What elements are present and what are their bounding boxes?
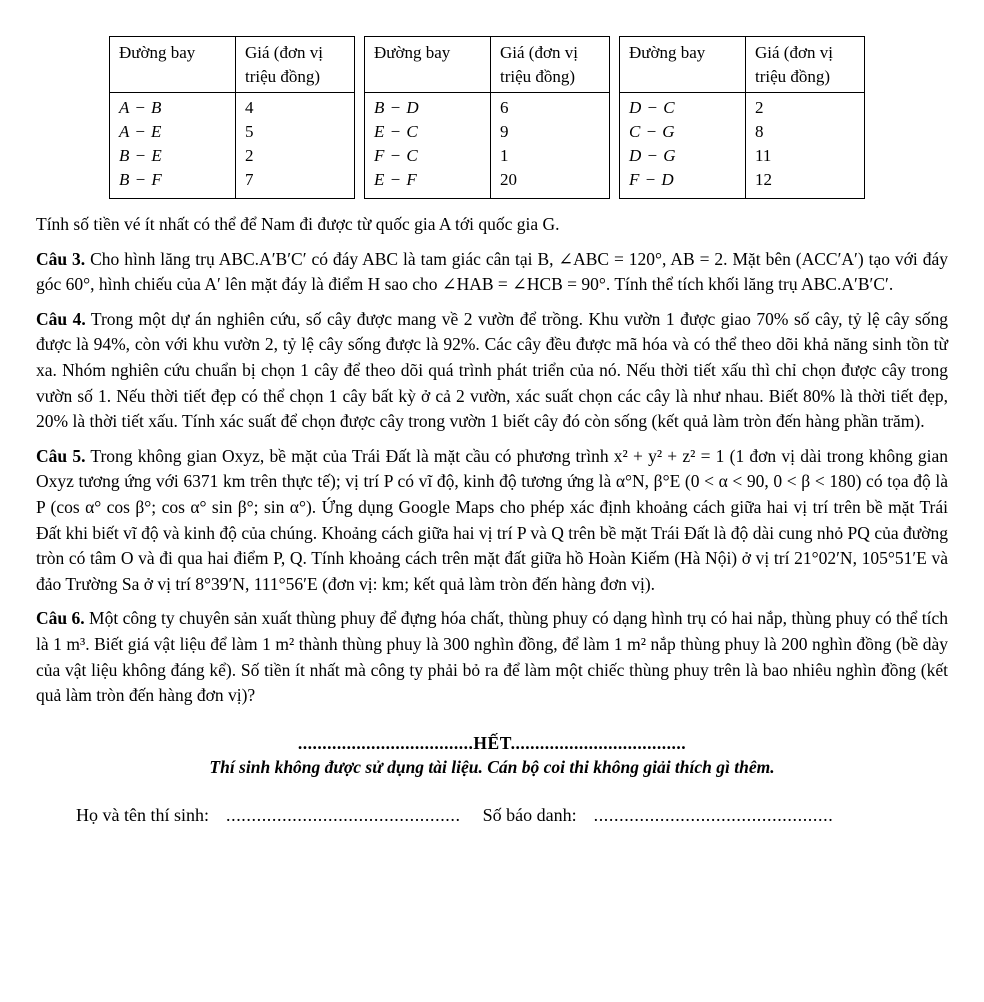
end-dots-left: .................................... — [297, 732, 474, 753]
question-5 — [36, 444, 948, 598]
question-6-body: Một công ty chuyên sản xuất thùng phuy để đựng hóa chất, thùng phuy có dạng hình trụ có hai nắp, thùng phuy có thể tích là 1 m³. Biết giá vật liệu để làm 1 m² thành thùng phuy là 300 nghìn đồng, để làm 1 m² nắp thùng phuy là 200 nghìn đồng (bề dày của vật liệu không đáng kể). Số tiền ít nhất mà công ty phải bỏ ra để làm một chiếc thùng phuy trên là bao nhiêu nghìn đồng (kết quả làm tròn đến hàng đơn vị)? — [36, 608, 949, 706]
route-cell: E − F — [374, 170, 418, 189]
route-cell: F − C — [374, 146, 419, 165]
table-row — [620, 93, 865, 121]
route-column-header: Đường bay — [620, 37, 746, 93]
question-5-label: Câu 5. — [36, 445, 86, 466]
route-cell: A − B — [119, 98, 162, 117]
price-cell: 20 — [491, 168, 610, 199]
price-cell: 1 — [491, 144, 610, 168]
route-cell: B − E — [119, 146, 163, 165]
table-row — [620, 168, 865, 199]
table-row — [620, 120, 865, 144]
route-cell: D − C — [629, 98, 676, 117]
intro-text: Tính số tiền vé ít nhất có thể để Nam đi được từ quốc gia A tới quốc gia G. — [36, 214, 560, 234]
table-row — [365, 168, 610, 199]
end-label: HẾT — [473, 732, 511, 753]
question-4 — [36, 307, 948, 435]
price-cell: 4 — [236, 93, 355, 121]
price-cell: 12 — [746, 168, 865, 199]
price-table-2 — [364, 36, 610, 199]
table-header-row — [110, 37, 355, 93]
price-column-header: Giá (đơn vị triệu đồng) — [236, 37, 355, 93]
question-6-label: Câu 6. — [36, 608, 85, 629]
route-cell: A − E — [119, 122, 162, 141]
table-header-row — [620, 37, 865, 93]
price-cell: 2 — [236, 144, 355, 168]
price-table-1 — [109, 36, 355, 199]
price-cell: 9 — [491, 120, 610, 144]
table-row — [365, 144, 610, 168]
table-row — [110, 120, 355, 144]
route-cell: F − D — [629, 170, 675, 189]
end-dots-right: .................................... — [510, 732, 687, 753]
intro-line — [36, 212, 948, 238]
table-header-row — [365, 37, 610, 93]
route-cell: C − G — [629, 122, 676, 141]
route-cell: B − F — [119, 170, 163, 189]
route-column-header: Đường bay — [365, 37, 491, 93]
route-cell: B − D — [374, 98, 420, 117]
price-column-header: Giá (đơn vị triệu đồng) — [746, 37, 865, 93]
candidate-name-label: Họ và tên thí sinh: — [76, 804, 209, 825]
question-6 — [36, 606, 948, 708]
flight-price-tables — [109, 36, 948, 199]
table-row — [365, 93, 610, 121]
price-cell: 2 — [746, 93, 865, 121]
candidate-number-label: Số báo danh: — [482, 804, 577, 825]
route-cell: D − G — [629, 146, 677, 165]
question-4-label: Câu 4. — [36, 308, 86, 329]
exam-rules-note: Thí sinh không được sử dụng tài liệu. Cán bộ coi thi không giải thích gì thêm. — [209, 756, 775, 777]
table-row — [110, 144, 355, 168]
price-cell: 7 — [236, 168, 355, 199]
question-3-label: Câu 3. — [36, 248, 86, 269]
price-cell: 8 — [746, 120, 865, 144]
candidate-number-field: ............................................... — [593, 804, 834, 825]
route-column-header: Đường bay — [110, 37, 236, 93]
price-cell: 6 — [491, 93, 610, 121]
price-cell: 11 — [746, 144, 865, 168]
question-3 — [36, 247, 948, 298]
price-column-header: Giá (đơn vị triệu đồng) — [491, 37, 610, 93]
question-3-body: Cho hình lăng trụ ABC.A′B′C′ có đáy ABC là tam giác cân tại B, ∠ABC = 120°, AB = 2. Mặt bên (ACC′A′) tạo với đáy góc 60°, hình chiếu của A′ lên mặt đáy là điểm H sao cho ∠HAB = ∠HCB = 90°. Tính thể tích khối lăng trụ ABC.A′B′C′. — [36, 248, 948, 295]
table-row — [365, 120, 610, 144]
candidate-name-field: .............................................. — [226, 804, 461, 825]
question-4-body: Trong một dự án nghiên cứu, số cây được mang về 2 vườn để trồng. Khu vườn 1 được giao 70% số cây, tỷ lệ cây sống được là 94%, còn với khu vườn 2, tỷ lệ cây sống được là 92%. Các cây đều được mã hóa và có thể theo dõi khả năng sinh tồn từ xa. Nhóm nghiên cứu chuẩn bị chọn 1 cây để theo dõi quá trình phát triển của nó. Nếu thời tiết xấu thì chỉ chọn được cây trong vườn số 1. Nếu thời tiết đẹp có thể chọn 1 cây bất kỳ ở cả 2 vườn, xác suất chọn các cây là như nhau. Biết 80% là thời tiết đẹp, 20% là thời tiết xấu. Tính xác suất để chọn được cây trong vườn 1 biết cây đó còn sống (kết quả làm tròn đến hàng phần trăm). — [36, 308, 949, 432]
end-marker-line — [36, 733, 948, 754]
route-cell: E − C — [374, 122, 419, 141]
table-row — [110, 93, 355, 121]
candidate-info-row — [36, 805, 948, 826]
price-cell: 5 — [236, 120, 355, 144]
table-row — [620, 144, 865, 168]
price-table-3 — [619, 36, 865, 199]
table-row — [110, 168, 355, 199]
question-5-body: Trong không gian Oxyz, bề mặt của Trái Đất là mặt cầu có phương trình x² + y² + z² = 1 (1 đơn vị dài trong không gian Oxyz tương ứng với 6371 km trên thực tế); vị trí P có vĩ độ, kinh độ tương ứng là α°N, β°E (0 < α < 90, 0 < β < 180) có tọa độ là P (cos α° cos β°; cos α° sin β°; sin α°). Ứng dụng Google Maps cho phép xác định khoảng cách giữa hai vị trí trên bề mặt Trái Đất khi biết vĩ độ và kinh độ của chúng. Khoảng cách giữa hai vị trí P và Q trên bề mặt Trái Đất là độ dài cung nhỏ PQ của đường tròn có tâm O và đi qua hai điểm P, Q. Tính khoảng cách trên mặt đất giữa hồ Hoàn Kiếm (Hà Nội) ở vị trí 21°02′N, 105°51′E và đảo Trường Sa ở vị trí 8°39′N, 111°56′E (đơn vị: km; kết quả làm tròn đến hàng đơn vị). — [36, 445, 949, 594]
